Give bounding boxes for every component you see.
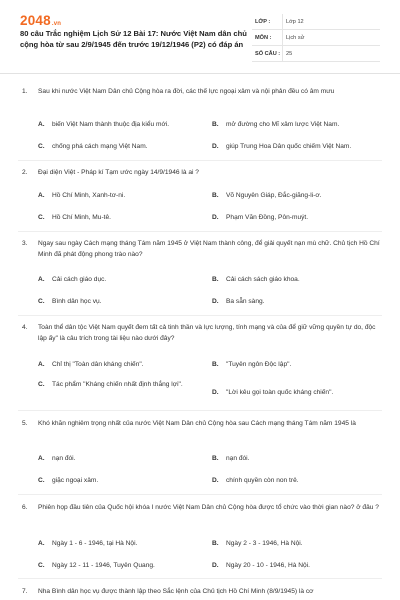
- question-number: 6.: [22, 504, 28, 511]
- option-6d[interactable]: [212, 561, 386, 570]
- option-text: Bình dân học vụ.: [52, 298, 102, 305]
- option-1d[interactable]: [212, 142, 386, 151]
- option-letter: A.: [38, 455, 45, 462]
- option-5c[interactable]: [38, 476, 192, 485]
- grade-label: LỚP :: [255, 18, 271, 25]
- option-letter: A.: [38, 276, 45, 283]
- option-text: Ba sẵn sàng.: [226, 298, 265, 305]
- question-text: Ngay sau ngày Cách mạng tháng Tám năm 1945 ở Việt Nam thành công, để giải quyết nạn mù chữ. Chủ tịch Hồ Chí Minh đã phát động phong trào nào?: [38, 240, 380, 258]
- meta-row-count: [252, 46, 380, 62]
- option-2c[interactable]: [38, 213, 192, 222]
- option-letter: C.: [38, 562, 45, 569]
- option-3b[interactable]: [212, 275, 386, 284]
- option-letter: A.: [38, 192, 45, 199]
- option-letter: D.: [212, 214, 219, 221]
- question-divider: [18, 410, 382, 411]
- option-letter: C.: [38, 477, 45, 484]
- question-divider: [18, 494, 382, 495]
- option-text: Ngày 1 - 6 - 1946, tại Hà Nội.: [52, 540, 138, 547]
- option-letter: D.: [212, 477, 219, 484]
- option-text: Võ Nguyên Giáp, Đắc-giăng-li-ơ.: [226, 192, 322, 199]
- option-text: Cải cách giáo dục.: [52, 276, 107, 283]
- count-value: 25: [282, 46, 380, 61]
- site-logo[interactable]: [20, 13, 61, 28]
- option-letter: A.: [38, 540, 45, 547]
- option-4c[interactable]: [38, 380, 184, 389]
- question-number: 3.: [22, 240, 28, 247]
- subject-label: MÔN :: [255, 34, 272, 41]
- option-3c[interactable]: [38, 297, 192, 306]
- option-6b[interactable]: [212, 539, 386, 548]
- option-4a[interactable]: [38, 360, 192, 369]
- logo-text: 2048: [20, 13, 51, 28]
- option-text: chống phá cách mạng Việt Nam.: [52, 143, 148, 150]
- option-letter: B.: [212, 455, 219, 462]
- option-text: "Tuyên ngôn Độc lập".: [226, 361, 292, 368]
- option-letter: A.: [38, 361, 45, 368]
- option-letter: D.: [212, 562, 219, 569]
- count-label: SỐ CÂU :: [255, 50, 281, 57]
- option-letter: B.: [212, 361, 219, 368]
- option-4b[interactable]: [212, 360, 386, 369]
- question-text: Khó khăn nghiêm trọng nhất của nước Việt Nam Dân chủ Cộng hòa sau Cách mạng tháng Tám năm 1945 là: [38, 420, 356, 427]
- option-text: Ngày 20 - 10 - 1946, Hà Nội.: [226, 562, 310, 569]
- question-text: Đại diện Việt - Pháp kí Tạm ước ngày 14/9/1946 là ai ?: [38, 169, 199, 176]
- option-letter: C.: [38, 298, 45, 305]
- question-number: 1.: [22, 88, 28, 95]
- question-text: Phiên họp đầu tiên của Quốc hội khóa I nước Việt Nam Dân chủ Cộng hòa được tổ chức vào thời gian nào? ở đâu ?: [38, 504, 379, 511]
- meta-info-table: [252, 14, 380, 62]
- option-1c[interactable]: [38, 142, 192, 151]
- option-letter: B.: [212, 121, 219, 128]
- option-text: giúp Trung Hoa Dân quốc chiếm Việt Nam.: [226, 143, 352, 150]
- question-number: 7.: [22, 588, 28, 595]
- option-text: mở đường cho Mĩ xâm lược Việt Nam.: [226, 121, 340, 128]
- option-letter: A.: [38, 121, 45, 128]
- subject-value: Lịch sử: [282, 30, 380, 45]
- question-divider: [18, 231, 382, 232]
- option-text: Hồ Chí Minh, Xanh-tơ-ni.: [52, 192, 126, 199]
- option-text: Chỉ thị "Toàn dân kháng chiến".: [52, 361, 144, 368]
- option-text: Ngày 12 - 11 - 1946, Tuyên Quang.: [52, 562, 155, 569]
- option-5d[interactable]: [212, 476, 386, 485]
- page-header: [0, 0, 400, 74]
- question-number: 5.: [22, 420, 28, 427]
- option-4d[interactable]: [212, 388, 386, 397]
- option-2b[interactable]: [212, 191, 386, 200]
- option-3d[interactable]: [212, 297, 386, 306]
- question-number: 2.: [22, 169, 28, 176]
- option-text: chính quyền còn non trẻ.: [226, 477, 299, 484]
- option-text: Phạm Văn Đồng, Pôn-muýt.: [226, 214, 309, 221]
- option-text: Cải cách sách giáo khoa.: [226, 276, 300, 283]
- option-text: Ngày 2 - 3 - 1946, Hà Nội.: [226, 540, 303, 547]
- grade-value: Lớp 12: [282, 14, 380, 29]
- option-letter: B.: [212, 540, 219, 547]
- option-5b[interactable]: [212, 454, 386, 463]
- option-letter: D.: [212, 143, 219, 150]
- option-text: "Lời kêu gọi toàn quốc kháng chiến".: [226, 389, 334, 396]
- logo-suffix: .vn: [51, 21, 62, 27]
- option-2a[interactable]: [38, 191, 192, 200]
- option-1b[interactable]: [212, 120, 386, 129]
- option-text: giặc ngoại xâm.: [52, 477, 99, 484]
- option-letter: B.: [212, 192, 219, 199]
- page-title: 80 câu Trắc nghiệm Lịch Sử 12 Bài 17: Nước Việt Nam dân chủ cộng hòa từ sau 2/9/1945 đến trước 19/12/1946 (P2) có đáp án: [20, 29, 247, 49]
- question-number: 4.: [22, 324, 28, 331]
- meta-row-subject: [252, 30, 380, 46]
- option-text: nạn đói.: [52, 455, 76, 462]
- question-text: Toàn thể dân tộc Việt Nam quyết đem tất cả tinh thần và lực lượng, tính mạng và của để giữ vững quyền tự do, độc lập ấy" là câu trích trong tài liệu nào dưới đây?: [38, 324, 376, 342]
- question-divider: [18, 160, 382, 161]
- question-divider: [18, 578, 382, 579]
- question-text: Nha Bình dân học vụ được thành lập theo Sắc lệnh của Chủ tịch Hồ Chí Minh (8/9/1945) là cơ: [38, 588, 314, 595]
- option-letter: C.: [38, 214, 45, 221]
- option-letter: C.: [38, 143, 45, 150]
- option-letter: B.: [212, 276, 219, 283]
- option-text: nạn đói.: [226, 455, 250, 462]
- question-text: Sau khi nước Việt Nam Dân chủ Cộng hòa ra đời, các thế lực ngoại xâm và nội phản đều có âm mưu: [38, 88, 335, 95]
- question-divider: [18, 315, 382, 316]
- option-letter: D.: [212, 389, 219, 396]
- option-6a[interactable]: [38, 539, 192, 548]
- option-5a[interactable]: [38, 454, 192, 463]
- option-1a[interactable]: [38, 120, 192, 129]
- option-text: Tác phẩm "Kháng chiến nhất định thắng lợi".: [52, 381, 183, 388]
- option-text: Hồ Chí Minh, Mu-tê.: [52, 214, 111, 221]
- meta-row-grade: [252, 14, 380, 30]
- option-text: biến Việt Nam thành thuộc địa kiểu mới.: [52, 121, 170, 128]
- option-3a[interactable]: [38, 275, 192, 284]
- option-2d[interactable]: [212, 213, 386, 222]
- option-letter: C.: [38, 381, 45, 388]
- option-6c[interactable]: [38, 561, 192, 570]
- option-letter: D.: [212, 298, 219, 305]
